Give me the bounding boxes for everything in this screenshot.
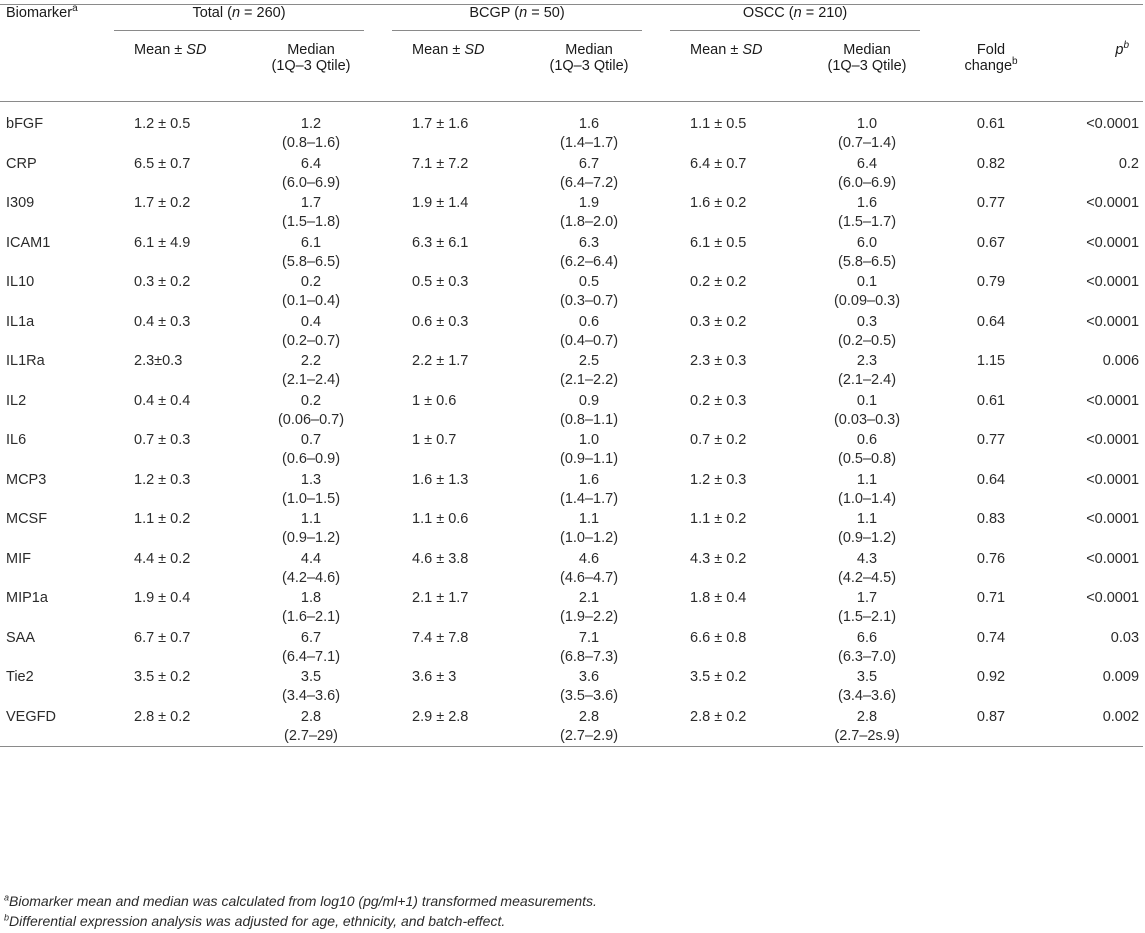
biomarker-name: IL10 bbox=[6, 274, 35, 290]
p-value: 0.009 bbox=[1102, 669, 1140, 685]
mean-sd-header: Mean ± SD bbox=[690, 41, 763, 58]
table-row bbox=[0, 667, 1143, 707]
table-row bbox=[0, 312, 1143, 352]
p-value: <0.0001 bbox=[1086, 274, 1140, 290]
fold-change: 0.74 bbox=[976, 629, 1006, 646]
biomarker-name: IL1Ra bbox=[6, 353, 45, 369]
table-row bbox=[0, 233, 1143, 273]
bcgp-median: 2.8 (2.7–2.9) bbox=[559, 708, 619, 744]
oscc-median: 1.1 (1.0–1.4) bbox=[837, 471, 897, 507]
fold-change: 0.71 bbox=[976, 590, 1006, 606]
total-median: 0.7 (0.6–0.9) bbox=[281, 432, 341, 467]
p-value: <0.0001 bbox=[1086, 590, 1140, 606]
table-row bbox=[0, 391, 1143, 431]
oscc-mean-sd: 3.5 ± 0.2 bbox=[690, 669, 747, 685]
table-row bbox=[0, 351, 1143, 391]
fold-change: 0.61 bbox=[976, 116, 1006, 132]
total-median: 0.2 (0.1–0.4) bbox=[281, 274, 341, 309]
fold-change: 0.83 bbox=[976, 511, 1006, 527]
fold-change: 1.15 bbox=[976, 353, 1006, 369]
table-row bbox=[0, 588, 1143, 628]
p-value: <0.0001 bbox=[1086, 116, 1140, 132]
fold-change-header: Fold change$^b$ bbox=[964, 41, 1018, 74]
bcgp-mean-sd: 1 ± 0.6 bbox=[412, 392, 457, 409]
table-row bbox=[0, 193, 1143, 233]
group-header-bcgp: BCGP (n = 50) bbox=[378, 5, 656, 42]
total-median: 3.5 (3.4–3.6) bbox=[281, 669, 341, 704]
oscc-mean-sd: 0.2 ± 0.3 bbox=[690, 392, 747, 409]
total-median: 0.4 (0.2–0.7) bbox=[281, 313, 341, 349]
biomarker-name: VEGFD bbox=[6, 708, 56, 725]
oscc-median: 6.6 (6.3–7.0) bbox=[837, 629, 897, 665]
table-row bbox=[0, 549, 1143, 589]
oscc-median: 1.6 (1.5–1.7) bbox=[837, 195, 897, 230]
bcgp-mean-sd: 7.1 ± 7.2 bbox=[412, 155, 469, 172]
table-row bbox=[0, 154, 1143, 194]
oscc-median: 1.0 (0.7–1.4) bbox=[837, 116, 897, 151]
bcgp-median: 2.1 (1.9–2.2) bbox=[559, 590, 619, 625]
table-row bbox=[0, 707, 1143, 747]
fold-change: 0.92 bbox=[976, 669, 1006, 685]
group-header-row bbox=[0, 5, 1143, 42]
table-row bbox=[0, 114, 1143, 154]
bcgp-median: 1.6 (1.4–1.7) bbox=[559, 116, 619, 151]
oscc-median: 0.1 (0.03–0.3) bbox=[833, 392, 901, 428]
total-mean-sd: 1.9 ± 0.4 bbox=[134, 590, 191, 606]
total-median: 6.4 (6.0–6.9) bbox=[281, 155, 341, 191]
fold-change: 0.87 bbox=[976, 708, 1006, 725]
bcgp-mean-sd: 2.9 ± 2.8 bbox=[412, 708, 469, 725]
total-mean-sd: 6.1 ± 4.9 bbox=[134, 234, 191, 251]
p-value: <0.0001 bbox=[1086, 432, 1140, 448]
bcgp-mean-sd: 1.6 ± 1.3 bbox=[412, 471, 469, 488]
table-row bbox=[0, 272, 1143, 312]
biomarker-name: SAA bbox=[6, 629, 36, 646]
oscc-mean-sd: 1.8 ± 0.4 bbox=[690, 590, 747, 606]
p-value: <0.0001 bbox=[1086, 550, 1140, 567]
oscc-mean-sd: 2.3 ± 0.3 bbox=[690, 353, 747, 369]
total-median: 2.2 (2.1–2.4) bbox=[281, 353, 341, 388]
biomarker-name: MIF bbox=[6, 550, 31, 567]
p-value: <0.0001 bbox=[1086, 234, 1140, 251]
oscc-median: 6.0 (5.8–6.5) bbox=[837, 234, 897, 270]
bcgp-mean-sd: 2.2 ± 1.7 bbox=[412, 353, 469, 369]
oscc-mean-sd: 0.7 ± 0.2 bbox=[690, 432, 747, 448]
oscc-mean-sd: 6.4 ± 0.7 bbox=[690, 155, 747, 172]
total-mean-sd: 6.5 ± 0.7 bbox=[134, 155, 191, 172]
p-value: <0.0001 bbox=[1086, 511, 1140, 527]
biomarker-name: IL1a bbox=[6, 313, 35, 330]
bcgp-mean-sd: 1.7 ± 1.6 bbox=[412, 116, 469, 132]
bcgp-median: 2.5 (2.1–2.2) bbox=[559, 353, 619, 388]
bcgp-mean-sd: 2.1 ± 1.7 bbox=[412, 590, 469, 606]
total-median: 0.2 (0.06–0.7) bbox=[277, 392, 345, 428]
oscc-median: 2.3 (2.1–2.4) bbox=[837, 353, 897, 388]
total-mean-sd: 0.3 ± 0.2 bbox=[134, 274, 191, 290]
oscc-mean-sd: 4.3 ± 0.2 bbox=[690, 550, 747, 567]
total-median: 1.3 (1.0–1.5) bbox=[281, 471, 341, 507]
fold-change: 0.79 bbox=[976, 274, 1006, 290]
mean-sd-header: Mean ± SD bbox=[134, 41, 207, 58]
bcgp-median: 1.1 (1.0–1.2) bbox=[559, 511, 619, 546]
bcgp-median: 0.6 (0.4–0.7) bbox=[559, 313, 619, 349]
fold-change: 0.77 bbox=[976, 432, 1006, 448]
table-body bbox=[0, 102, 1143, 747]
bcgp-median: 1.6 (1.4–1.7) bbox=[559, 471, 619, 507]
total-mean-sd: 2.3±0.3 bbox=[134, 353, 183, 369]
bcgp-median: 0.5 (0.3–0.7) bbox=[559, 274, 619, 309]
fold-change: 0.64 bbox=[976, 313, 1006, 330]
bcgp-mean-sd: 3.6 ± 3 bbox=[412, 669, 457, 685]
biomarker-name: IL2 bbox=[6, 392, 27, 409]
total-mean-sd: 0.4 ± 0.3 bbox=[134, 313, 191, 330]
bcgp-median: 6.7 (6.4–7.2) bbox=[559, 155, 619, 191]
footnote-a: $^a$Biomarker mean and median was calculated from log10 (pg/ml+1) transformed measurements. bbox=[4, 892, 597, 909]
biomarker-name: MCP3 bbox=[6, 471, 47, 488]
p-value: <0.0001 bbox=[1086, 195, 1140, 211]
oscc-mean-sd: 1.2 ± 0.3 bbox=[690, 471, 747, 488]
oscc-median: 6.4 (6.0–6.9) bbox=[837, 155, 897, 191]
oscc-mean-sd: 1.1 ± 0.2 bbox=[690, 511, 747, 527]
bcgp-median: 4.6 (4.6–4.7) bbox=[559, 550, 619, 586]
p-value: 0.006 bbox=[1102, 353, 1140, 369]
oscc-median: 0.1 (0.09–0.3) bbox=[833, 274, 901, 309]
p-value: 0.2 bbox=[1118, 155, 1140, 172]
bcgp-median: 0.9 (0.8–1.1) bbox=[559, 392, 619, 428]
biomarker-name: CRP bbox=[6, 155, 37, 172]
mean-sd-header: Mean ± SD bbox=[412, 41, 485, 58]
total-mean-sd: 0.7 ± 0.3 bbox=[134, 432, 191, 448]
total-median: 2.8 (2.7–29) bbox=[284, 708, 339, 744]
fold-change: 0.67 bbox=[976, 234, 1006, 251]
p-value: 0.03 bbox=[1110, 629, 1140, 646]
fold-change: 0.82 bbox=[976, 155, 1006, 172]
p-value: 0.002 bbox=[1102, 708, 1140, 725]
table-row bbox=[0, 470, 1143, 510]
table-row bbox=[0, 628, 1143, 668]
oscc-mean-sd: 1.6 ± 0.2 bbox=[690, 195, 747, 211]
total-median: 6.7 (6.4–7.1) bbox=[281, 629, 341, 665]
oscc-median: 0.3 (0.2–0.5) bbox=[837, 313, 897, 349]
median-header: Median (1Q–3 Qtile) bbox=[549, 41, 629, 74]
bcgp-mean-sd: 1.9 ± 1.4 bbox=[412, 195, 469, 211]
biomarker-name: bFGF bbox=[6, 116, 44, 132]
footnote-b: $^b$Differential expression analysis was adjusted for age, ethnicity, and batch-effect. bbox=[4, 912, 506, 929]
p-value: <0.0001 bbox=[1086, 313, 1140, 330]
table-row bbox=[0, 509, 1143, 549]
oscc-mean-sd: 2.8 ± 0.2 bbox=[690, 708, 747, 725]
bcgp-median: 6.3 (6.2–6.4) bbox=[559, 234, 619, 270]
group-header-total: Total (n = 260) bbox=[100, 5, 378, 42]
total-mean-sd: 1.7 ± 0.2 bbox=[134, 195, 191, 211]
oscc-mean-sd: 6.1 ± 0.5 bbox=[690, 234, 747, 251]
fold-change: 0.76 bbox=[976, 550, 1006, 567]
oscc-median: 0.6 (0.5–0.8) bbox=[837, 432, 897, 467]
biomarker-name: IL6 bbox=[6, 432, 27, 448]
total-mean-sd: 4.4 ± 0.2 bbox=[134, 550, 191, 567]
fold-change: 0.61 bbox=[976, 392, 1006, 409]
bcgp-mean-sd: 7.4 ± 7.8 bbox=[412, 629, 469, 646]
table-row bbox=[0, 430, 1143, 470]
bcgp-median: 3.6 (3.5–3.6) bbox=[559, 669, 619, 704]
oscc-mean-sd: 6.6 ± 0.8 bbox=[690, 629, 747, 646]
biomarker-header: Biomarker$^a$ bbox=[6, 3, 78, 21]
median-header: Median (1Q–3 Qtile) bbox=[827, 41, 907, 74]
fold-change: 0.77 bbox=[976, 195, 1006, 211]
total-median: 1.8 (1.6–2.1) bbox=[281, 590, 341, 625]
bcgp-mean-sd: 0.6 ± 0.3 bbox=[412, 313, 469, 330]
subheader-row bbox=[0, 42, 1143, 102]
oscc-median: 1.1 (0.9–1.2) bbox=[837, 511, 897, 546]
bcgp-mean-sd: 4.6 ± 3.8 bbox=[412, 550, 469, 567]
median-header: Median (1Q–3 Qtile) bbox=[271, 41, 351, 74]
biomarker-name: ICAM1 bbox=[6, 234, 51, 251]
total-mean-sd: 0.4 ± 0.4 bbox=[134, 392, 191, 409]
total-mean-sd: 6.7 ± 0.7 bbox=[134, 629, 191, 646]
biomarker-table bbox=[0, 4, 1143, 747]
oscc-median: 4.3 (4.2–4.5) bbox=[837, 550, 897, 586]
total-median: 6.1 (5.8–6.5) bbox=[281, 234, 341, 270]
biomarker-name: I309 bbox=[6, 195, 35, 211]
bcgp-mean-sd: 6.3 ± 6.1 bbox=[412, 234, 469, 251]
bcgp-mean-sd: 1.1 ± 0.6 bbox=[412, 511, 469, 527]
bcgp-median: 1.9 (1.8–2.0) bbox=[559, 195, 619, 230]
bcgp-mean-sd: 1 ± 0.7 bbox=[412, 432, 457, 448]
biomarker-name: MIP1a bbox=[6, 590, 48, 606]
p-value-header: $p^b$ bbox=[1115, 39, 1130, 58]
p-value: <0.0001 bbox=[1086, 471, 1140, 488]
total-mean-sd: 1.1 ± 0.2 bbox=[134, 511, 191, 527]
total-median: 1.1 (0.9–1.2) bbox=[281, 511, 341, 546]
total-median: 1.2 (0.8–1.6) bbox=[281, 116, 341, 151]
total-mean-sd: 1.2 ± 0.3 bbox=[134, 471, 191, 488]
bcgp-median: 1.0 (0.9–1.1) bbox=[559, 432, 619, 467]
bcgp-mean-sd: 0.5 ± 0.3 bbox=[412, 274, 469, 290]
total-mean-sd: 3.5 ± 0.2 bbox=[134, 669, 191, 685]
total-mean-sd: 1.2 ± 0.5 bbox=[134, 116, 191, 132]
biomarker-name: Tie2 bbox=[6, 669, 34, 685]
oscc-median: 1.7 (1.5–2.1) bbox=[837, 590, 897, 625]
oscc-median: 2.8 (2.7–2s.9) bbox=[834, 708, 900, 744]
oscc-median: 3.5 (3.4–3.6) bbox=[837, 669, 897, 704]
bcgp-median: 7.1 (6.8–7.3) bbox=[559, 629, 619, 665]
total-mean-sd: 2.8 ± 0.2 bbox=[134, 708, 191, 725]
p-value: <0.0001 bbox=[1086, 392, 1140, 409]
total-median: 4.4 (4.2–4.6) bbox=[281, 550, 341, 586]
total-median: 1.7 (1.5–1.8) bbox=[281, 195, 341, 230]
group-header-oscc: OSCC (n = 210) bbox=[656, 5, 934, 42]
oscc-mean-sd: 1.1 ± 0.5 bbox=[690, 116, 747, 132]
biomarker-name: MCSF bbox=[6, 511, 48, 527]
fold-change: 0.64 bbox=[976, 471, 1006, 488]
oscc-mean-sd: 0.2 ± 0.2 bbox=[690, 274, 747, 290]
oscc-mean-sd: 0.3 ± 0.2 bbox=[690, 313, 747, 330]
